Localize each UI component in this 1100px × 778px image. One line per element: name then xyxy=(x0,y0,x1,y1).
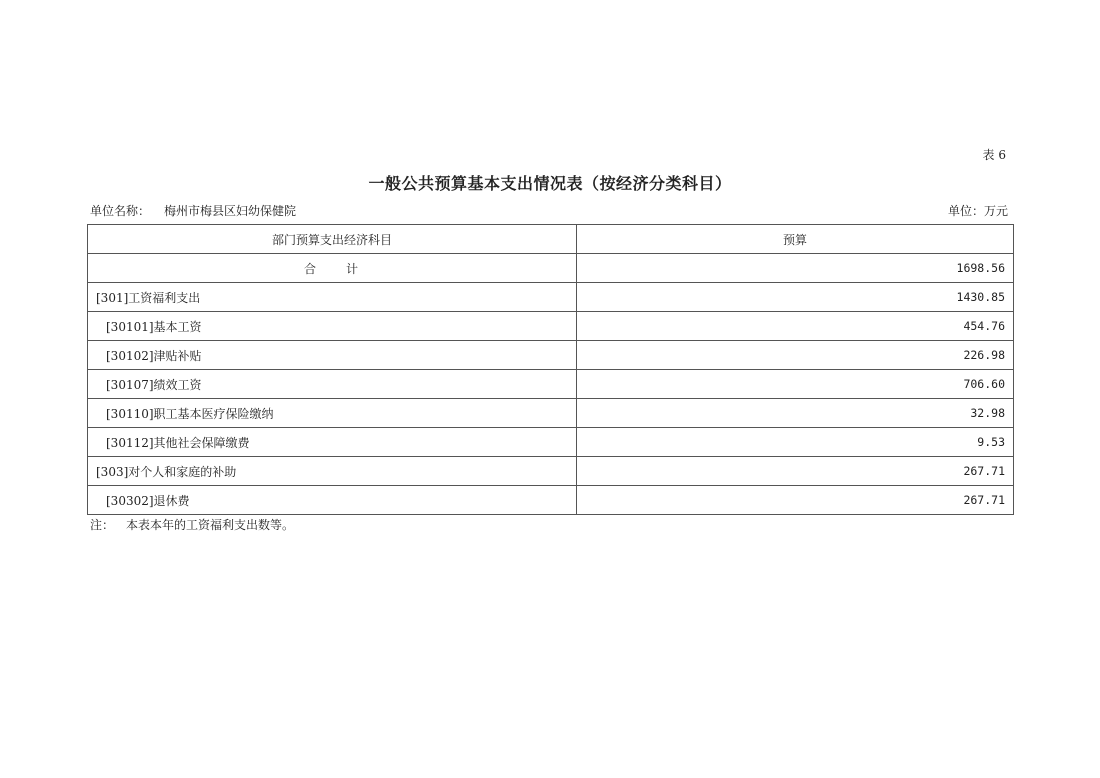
column-header-budget: 预算 xyxy=(577,225,1014,254)
footnote xyxy=(90,516,294,533)
row-budget-value: 267.71 xyxy=(577,457,1014,486)
unit-name-block xyxy=(90,202,296,219)
column-header-subject: 部门预算支出经济科目 xyxy=(88,225,577,254)
table-row xyxy=(88,283,1014,312)
table-row xyxy=(88,341,1014,370)
total-value: 1698.56 xyxy=(577,254,1014,283)
table-row xyxy=(88,399,1014,428)
row-budget-value: 706.60 xyxy=(577,370,1014,399)
row-budget-value: 1430.85 xyxy=(577,283,1014,312)
row-subject: [30107]绩效工资 xyxy=(88,370,577,399)
row-subject: [30110]职工基本医疗保险缴纳 xyxy=(88,399,577,428)
row-subject: [30112]其他社会保障缴费 xyxy=(88,428,577,457)
total-row xyxy=(88,254,1014,283)
row-subject: [303]对个人和家庭的补助 xyxy=(88,457,577,486)
footnote-text: 本表本年的工资福利支出数等。 xyxy=(126,518,295,532)
money-unit: 单位：万元 xyxy=(947,204,1008,218)
row-budget-value: 9.53 xyxy=(577,428,1014,457)
table-row xyxy=(88,428,1014,457)
unit-name-label: 单位名称： xyxy=(90,204,151,218)
table-header-row xyxy=(88,225,1014,254)
page-title: 一般公共预算基本支出情况表（按经济分类科目） xyxy=(368,174,732,193)
row-budget-value: 267.71 xyxy=(577,486,1014,515)
row-subject: [30302]退休费 xyxy=(88,486,577,515)
total-label: 合 计 xyxy=(88,254,577,283)
row-budget-value: 454.76 xyxy=(577,312,1014,341)
budget-table xyxy=(87,224,1014,515)
row-budget-value: 32.98 xyxy=(577,399,1014,428)
table-row xyxy=(88,312,1014,341)
footnote-label: 注： xyxy=(90,518,115,532)
table-number: 表 6 xyxy=(982,148,1006,162)
table-row xyxy=(88,486,1014,515)
row-subject: [30101]基本工资 xyxy=(88,312,577,341)
unit-name-value: 梅州市梅县区妇幼保健院 xyxy=(164,204,297,218)
table-row xyxy=(88,370,1014,399)
row-budget-value: 226.98 xyxy=(577,341,1014,370)
table-row xyxy=(88,457,1014,486)
row-subject: [30102]津贴补贴 xyxy=(88,341,577,370)
row-subject: [301]工资福利支出 xyxy=(88,283,577,312)
